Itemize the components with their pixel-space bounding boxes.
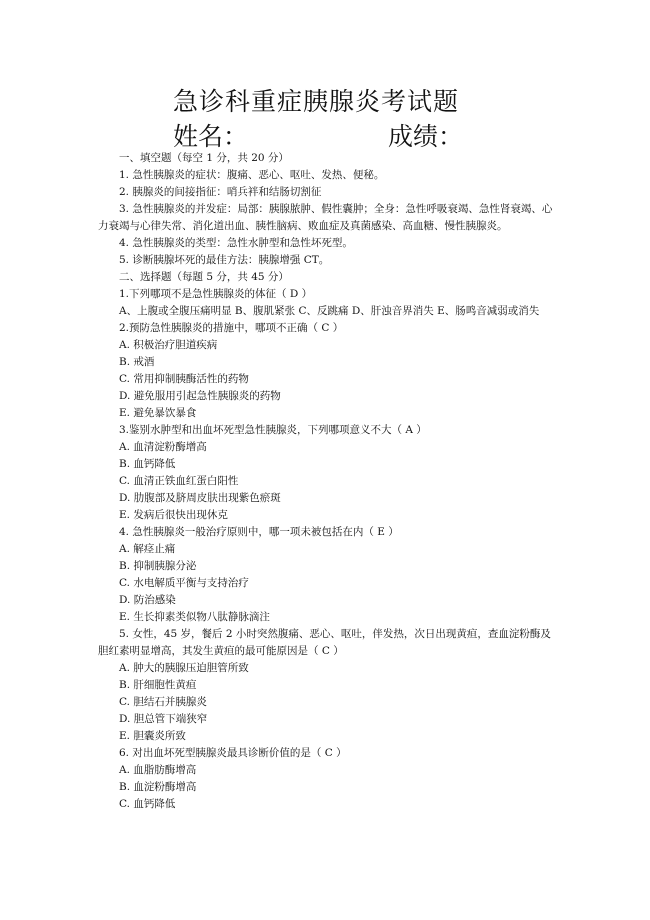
question-5-option-d: D. 胆总管下端狭窄 xyxy=(119,713,208,725)
question-3-option-d: D. 肋腹部及脐周皮肤出现紫色瘀斑 xyxy=(119,492,281,504)
question-5-option-b: B. 肝细胞性黄疸 xyxy=(119,679,197,691)
question-4-option-d: D. 防治感染 xyxy=(119,594,176,606)
question-4-option-e: E. 生长抑素类似物八肽静脉滴注 xyxy=(119,611,270,623)
question-2-stem: 2.预防急性胰腺炎的措施中，哪项不正确（ C ） xyxy=(119,322,344,334)
question-4-stem: 4. 急性胰腺炎一般治疗原则中，哪一项未被包括在内（ E ） xyxy=(119,526,399,538)
section-heading-choice: 二、选择题（每题 5 分，共 45 分） xyxy=(119,271,289,283)
question-6-option-c: C. 血钙降低 xyxy=(119,798,176,810)
question-5-stem: 5. 女性，45 岁，餐后 2 小时突然腹痛、恶心、呕吐，伴发热，次日出现黄疸，查血淀粉酶及胆红素明显增高，其发生黄疸的最可能原因是（ C ） xyxy=(98,628,551,657)
document-title: 急诊科重症胰腺炎考试题 xyxy=(173,87,460,116)
question-5-option-e: E. 胆囊炎所致 xyxy=(119,730,186,742)
question-2-option-c: C. 常用抑制胰酶活性的药物 xyxy=(119,373,249,385)
question-4-option-c: C. 水电解质平衡与支持治疗 xyxy=(119,577,249,589)
question-2-option-e: E. 避免暴饮暴食 xyxy=(119,407,197,419)
question-5-option-a: A. 肿大的胰腺压迫胆管所致 xyxy=(119,662,249,674)
exam-content xyxy=(98,150,556,813)
score-field-label: 成绩： xyxy=(388,122,464,151)
section-heading-fill-in: 一、填空题（每空 1 分，共 20 分） xyxy=(119,152,289,164)
question-1-options: A、上腹或全腹压痛明显 B、腹肌紧张 C、反跳痛 D、肝浊音界消失 E、肠鸣音减弱或消失 xyxy=(119,305,540,317)
question-3-option-a: A. 血清淀粉酶增高 xyxy=(119,441,207,453)
question-6-stem: 6. 对出血坏死型胰腺炎最具诊断价值的是（ C ） xyxy=(119,747,347,759)
name-field-label: 姓名： xyxy=(173,122,249,151)
question-6-option-a: A. 血脂肪酶增高 xyxy=(119,764,197,776)
question-4-option-a: A. 解痉止痛 xyxy=(119,543,176,555)
fill-item-2: 2. 胰腺炎的间接指征：哨兵袢和结肠切割征 xyxy=(119,186,322,198)
question-3-option-e: E. 发病后很快出现休克 xyxy=(119,509,228,521)
question-2-option-d: D. 避免服用引起急性胰腺炎的药物 xyxy=(119,390,281,402)
question-5-option-c: C. 胆结石并胰腺炎 xyxy=(119,696,207,708)
question-3-option-b: B. 血钙降低 xyxy=(119,458,176,470)
fill-item-4: 4. 急性胰腺炎的类型：急性水肿型和急性坏死型。 xyxy=(119,237,353,249)
question-6-option-b: B. 血淀粉酶增高 xyxy=(119,781,197,793)
question-3-stem: 3.鉴别水肿型和出血坏死型急性胰腺炎，下列哪项意义不大（ A ） xyxy=(119,424,427,436)
fill-item-1: 1. 急性胰腺炎的症状：腹痛、恶心、呕吐、发热、便秘。 xyxy=(119,169,385,181)
question-1-stem: 1.下列哪项不是急性胰腺炎的体征（ D ） xyxy=(119,288,313,300)
fill-item-3: 3. 急性胰腺炎的并发症：局部：胰腺脓肿、假性囊肿；全身：急性呼吸衰竭、急性肾衰竭、心力衰竭与心律失常、消化道出血、胰性脑病、败血症及真菌感染、高血糖、慢性胰腺炎。 xyxy=(98,203,553,232)
question-2-option-a: A. 积极治疗胆道疾病 xyxy=(119,339,218,351)
question-3-option-c: C. 血清正铁血红蛋白阳性 xyxy=(119,475,239,487)
question-4-option-b: B. 抑制胰腺分泌 xyxy=(119,560,197,572)
fill-item-5: 5. 诊断胰腺坏死的最佳方法：胰腺增强 CT。 xyxy=(119,254,330,266)
question-2-option-b: B. 戒酒 xyxy=(119,356,155,368)
